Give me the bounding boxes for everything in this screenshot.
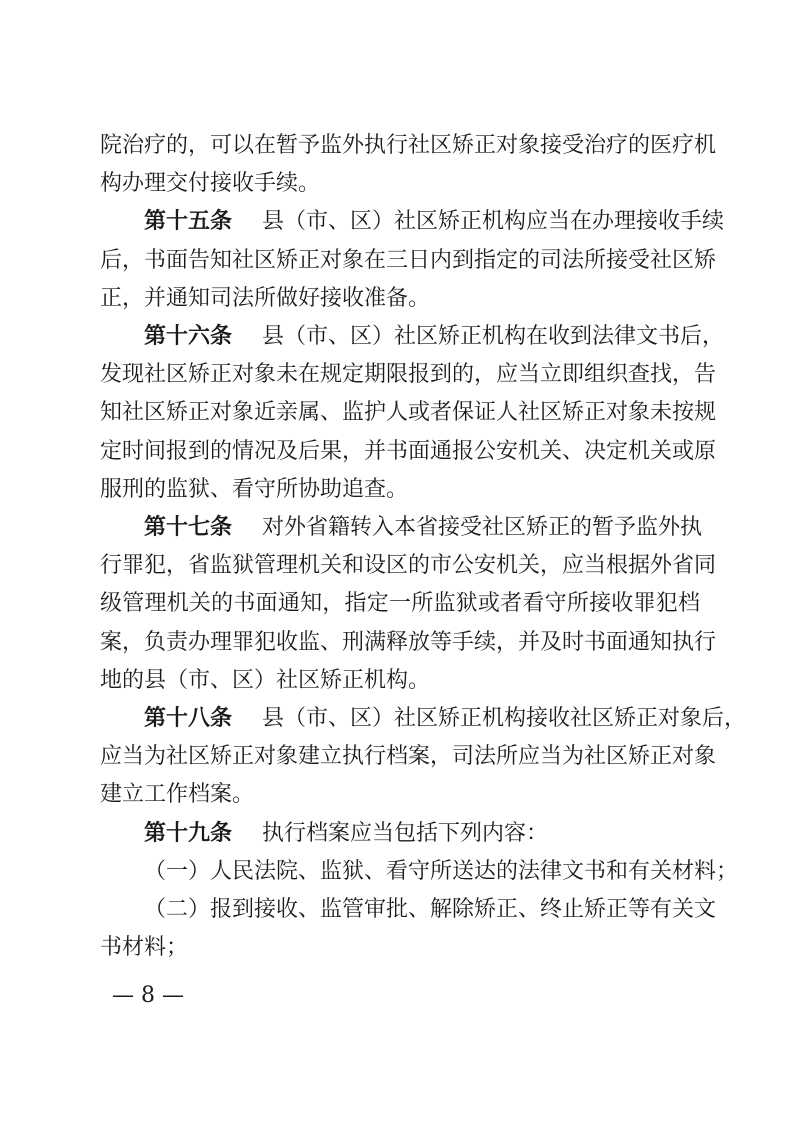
list-item: （二）报到接收、监管审批、解除矫正、终止矫正等有关文 [144, 897, 717, 922]
article-line [144, 321, 725, 353]
list-item: （一）人民法院、监狱、看守所送达的法律文书和有关材料； [144, 858, 739, 884]
text-line: 定时间报到的情况及后果，并书面通报公安机关、决定机关或原 [100, 438, 717, 464]
text-line: 院治疗的，可以在暂予监外执行社区矫正对象接受治疗的医疗机 [100, 133, 717, 158]
article-heading: 第十七条 [144, 515, 233, 540]
text-line: 行罪犯，省监狱管理机关和设区的市公安机关，应当根据外省同 [100, 553, 717, 579]
article-line [144, 818, 700, 850]
article-heading: 第十六条 [144, 324, 233, 349]
text-line: 构办理交付接收手续。 [100, 171, 321, 197]
article-line [144, 512, 703, 544]
text-line: 知社区矫正对象近亲属、监护人或者保证人社区矫正对象未按规 [100, 400, 717, 426]
text-line: 级管理机关的书面通知，指定一所监狱或者看守所接收罪犯档 [100, 591, 700, 617]
text-line: 地的县（市、区）社区矫正机构。 [100, 667, 431, 693]
article-heading: 第十九条 [144, 820, 233, 846]
text-line: 正，并通知司法所做好接收准备。 [100, 285, 431, 311]
article-text: 对外省籍转入本省接受社区矫正的暂予监外执 [262, 515, 703, 540]
text-line: 服刑的监狱、看守所协助追查。 [100, 476, 409, 502]
text-line: 应当为社区矫正对象建立执行档案，司法所应当为社区矫正对象 [100, 744, 717, 770]
article-heading: 第十八条 [144, 706, 233, 731]
text-line: 书材料； [100, 935, 189, 961]
article-text: 县（市、区）社区矫正机构接收社区矫正对象后， [262, 706, 747, 731]
article-line [144, 703, 747, 735]
article-heading: 第十五条 [144, 209, 233, 235]
text-line: 建立工作档案。 [100, 782, 255, 808]
article-text: 县（市、区）社区矫正机构在收到法律文书后， [262, 324, 725, 349]
page-number: — 8 — [112, 983, 184, 1009]
text-line: 后，书面告知社区矫正对象在三日内到指定的司法所接受社区矫 [100, 247, 717, 273]
article-line [144, 206, 725, 238]
article-text: 县（市、区）社区矫正机构应当在办理接收手续 [262, 209, 725, 235]
article-text: 执行档案应当包括下列内容： [262, 820, 549, 846]
text-line: 发现社区矫正对象未在规定期限报到的，应当立即组织查找，告 [100, 362, 717, 388]
text-line: 案，负责办理罪犯收监、刑满释放等手续，并及时书面通知执行 [100, 629, 717, 655]
